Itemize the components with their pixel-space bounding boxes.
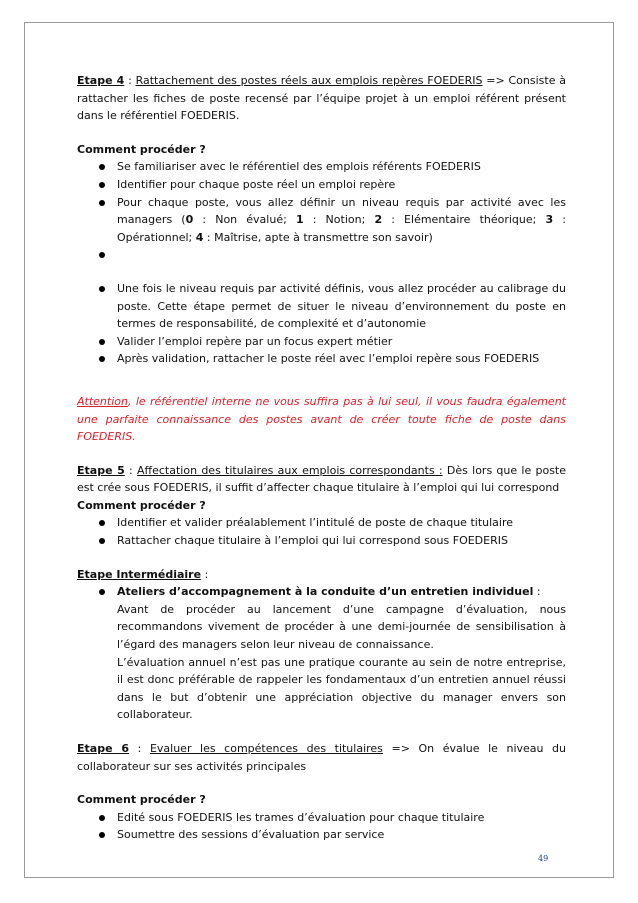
step5-label: Etape 5 [77,463,125,477]
list-item: Rattacher chaque titulaire à l’emploi qui lui correspond sous FOEDERIS [77,532,566,550]
how-heading-2 [77,497,566,515]
level-0: 0 [185,213,194,227]
list-item: Identifier pour chaque poste réel un emploi repère [77,176,566,194]
step4-title: Rattachement des postes réels aux emplois repères FOEDERIS [135,74,483,87]
list-item-atelier [77,583,566,724]
step4-sep: : [124,74,136,87]
atelier-paragraph-1: Avant de procéder au lancement d’une campagne d’évaluation, nous recommandons vivement de procéder à une demi-journée de sensibilisation à l’égard des managers selon leur niveau de connaissance. [117,602,566,652]
page-number: 49 [538,854,549,863]
atelier-title: Ateliers d’accompagnement à la conduite d’un entretien individuel [117,585,534,599]
step5-desc: Dès lors que le poste est crée sous FOEDERIS, il suffit d’affecter chaque titulaire à l’emploi qui lui correspond [77,463,567,495]
list-item: Identifier et valider préalablement l’intitulé de poste de chaque titulaire [77,514,566,532]
step5-title: Affectation des titulaires aux emplois correspondants : [137,463,443,477]
step4-list [77,158,566,264]
step4-label: Etape 4 [77,74,125,87]
level-4: 4 [195,230,204,244]
atelier-sep: : [533,585,541,599]
how-heading-2-text: Comment procéder ? [77,498,206,512]
document-page [24,22,614,878]
step6-paragraph [77,740,566,775]
level-4-text: : Maîtrise, apte à transmettre son savoir) [203,230,433,244]
step6-label: Etape 6 [77,742,130,755]
level-1: 1 [295,213,304,227]
list-item: Soumettre des sessions d’évaluation par service [77,826,566,844]
step4-paragraph [77,72,566,125]
step4-desc: => Consiste à rattacher les fiches de poste recensé par l’équipe projet à un emploi référent présent dans le référentiel FOEDERIS. [77,74,566,123]
step-intermediate-label: Etape Intermédiaire [77,567,202,581]
attention-note [77,393,566,446]
how-heading-3 [77,791,566,809]
step5-sep: : [124,463,138,477]
step-intermediate-list [77,583,566,724]
level-2: 2 [374,213,383,227]
level-1-text: : Notion; [303,213,375,227]
step-intermediate-heading [77,566,566,584]
step6-title: Evaluer les compétences des titulaires [149,742,383,755]
step6-list [77,809,566,844]
list-item: Valider l’emploi repère par un focus expert métier [77,333,566,351]
step-intermediate-sep: : [201,567,209,581]
level-3: 3 [545,213,554,227]
level-3-text: : Opérationnel; [117,213,566,244]
list-item: Se familiariser avec le référentiel des emplois référents FOEDERIS [77,158,566,176]
level-2-text: : Elémentaire théorique; [382,213,546,227]
list-item-empty [77,246,566,264]
how-heading-1-text: Comment procéder ? [77,142,206,156]
levels-intro: Pour chaque poste, vous allez définir un niveau requis par activité avec les managers ( [117,195,566,227]
step6-desc: => On évalue le niveau du collaborateur sur ses activités principales [77,742,567,773]
list-item: Edité sous FOEDERIS les trames d’évaluation pour chaque titulaire [77,809,566,827]
attention-label: Attention [77,394,128,408]
how-heading-3-text: Comment procéder ? [77,793,206,807]
list-item: Une fois le niveau requis par activité définis, vous allez procéder au calibrage du poste. Cette étape permet de situer le niveau d’environnement du poste en termes de responsabilité, de complexité et d’autonomie [77,280,566,333]
step5-list [77,514,566,549]
step6-sep: : [129,742,150,755]
step5-paragraph [77,462,566,497]
step4-list-continued [77,280,566,368]
list-item-levels [77,194,566,247]
list-item: Après validation, rattacher le poste réel avec l’emploi repère sous FOEDERIS [77,350,566,368]
attention-text: , le référentiel interne ne vous suffira pas à lui seul, il vous faudra également une parfaite connaissance des postes avant de créer toute fiche de poste dans FOEDERIS. [77,394,566,444]
atelier-paragraph-2: L’évaluation annuel n’est pas une pratique courante au sein de notre entreprise, il est donc préférable de rappeler les fondamentaux d’un entretien annuel réussi dans le but d’obtenir une appréciation objective du manager envers son collaborateur. [117,655,566,722]
how-heading-1 [77,141,566,159]
level-0-text: : Non évalué; [193,213,296,227]
page-content [77,72,566,844]
